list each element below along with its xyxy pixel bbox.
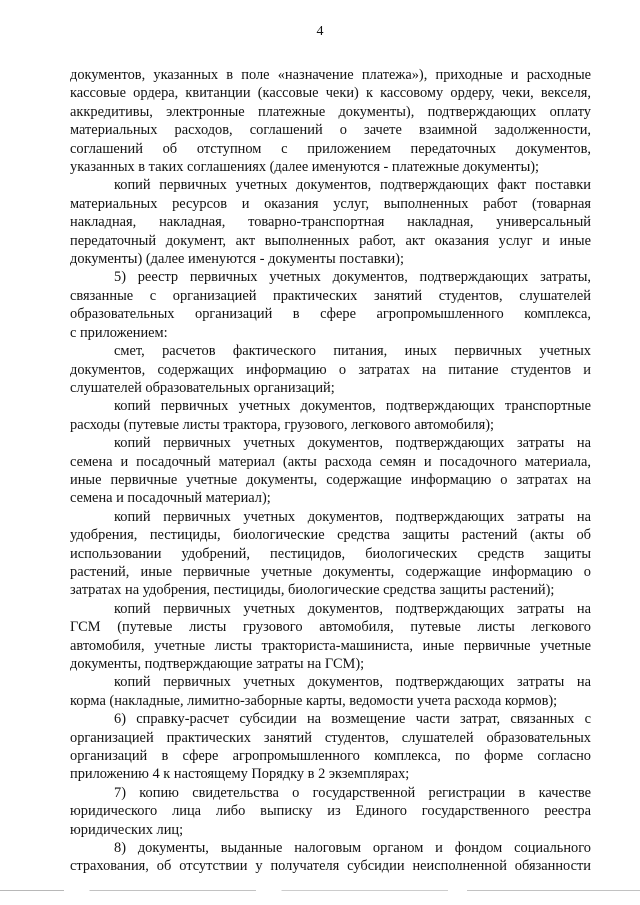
text-line: копий первичных учетных документов, подтверждающих затраты на [114, 508, 591, 525]
text-line: материальных ресурсов и оказания услуг, выполненных работ (товарная [70, 195, 591, 212]
text-line: ГСМ (путевые листы грузового автомобиля, путевые листы легкового [70, 619, 591, 636]
text-line: накладная, накладная, товарно-транспортная накладная, универсальный [70, 214, 591, 231]
text-line: приложению 4 к настоящему Порядку в 2 экземплярах; [70, 766, 410, 783]
text-line: документов, указанных в поле «назначение платежа»), приходные и расходные [70, 67, 591, 83]
text-line: использовании удобрений, пестицидов, биологических средств защиты [70, 545, 591, 562]
text-line: 6) справку-расчет субсидии на возмещение части затрат, связанных с [114, 711, 591, 728]
text-line: организаций в сфере агропромышленного комплекса, по форме согласно [70, 748, 591, 765]
text-line: передаточный документ, акт выполненных работ, акт оказания услуг и иные [70, 232, 591, 249]
text-line: образовательных организаций в сфере агропромышленного комплекса, [70, 306, 591, 323]
text-line: растений, иные первичные учетные документы, содержащие информацию о [70, 563, 591, 580]
text-line: документы, подтверждающие затраты на ГСМ); [70, 656, 365, 672]
text-line: юридического лица либо выписку из Единого государственного реестра [70, 803, 591, 820]
page-number: 4 [316, 24, 324, 39]
text-line: 5) реестр первичных учетных документов, подтверждающих затраты, [114, 269, 591, 286]
scan-bottom-edge [0, 890, 640, 891]
text-line: семена и посадочный материал); [70, 490, 271, 507]
text-line: копий первичных учетных документов, подтверждающих факт поставки [114, 177, 591, 194]
text-line: организацией практических занятий студентов, слушателей образовательных [70, 729, 591, 746]
text-line: аккредитивы, электронные платежные документы), подтверждающих оплату [70, 103, 591, 120]
text-line: расходы (путевые листы трактора, грузового, легкового автомобиля); [70, 416, 494, 433]
text-line: автомобиля, учетные листы тракториста-машиниста, иные первичные учетные [70, 637, 591, 654]
text-line: страхования, об отсутствии у получателя субсидии неисполненной обязанности [70, 858, 591, 875]
text-line: 8) документы, выданные налоговым органом и фондом социального [114, 840, 591, 857]
text-line: кассовые ордера, квитанции (кассовые чеки) к кассовому ордеру, чеки, векселя, [70, 85, 591, 102]
text-line: копий первичных учетных документов, подтверждающих затраты на [114, 435, 591, 452]
text-line: 7) копию свидетельства о государственной регистрации в качестве [114, 784, 591, 801]
text-line: копий первичных учетных документов, подтверждающих затраты на [114, 600, 591, 617]
text-line: материальных расходов, соглашений о зачете взаимной задолженности, [70, 122, 591, 139]
text-line: слушателей образовательных организаций; [70, 379, 335, 396]
text-line: связанные с организацией практических занятий студентов, слушателей [70, 287, 591, 304]
text-line: копий первичных учетных документов, подтверждающих затраты на [114, 674, 591, 691]
document-body [70, 66, 591, 876]
text-line: копий первичных учетных документов, подтверждающих транспортные [114, 398, 591, 415]
text-line: затратах на удобрения, пестициды, биологические средства защиты растений); [70, 582, 555, 599]
text-line: с приложением: [70, 324, 168, 341]
text-line: удобрения, пестициды, биологические средства защиты растений (акты об [70, 527, 591, 544]
text-line: документов, содержащих информацию о затратах на питание студентов и [70, 361, 591, 378]
text-line: семена и посадочный материал (акты расхода семян и посадочного материала, [70, 453, 591, 470]
text-line: указанных в таких соглашениях (далее именуются - платежные документы); [70, 159, 540, 176]
text-line: юридических лиц; [70, 821, 184, 838]
text-line: соглашений об отступном с приложением передаточных документов, [70, 140, 591, 157]
text-line: смет, расчетов фактического питания, иных первичных учетных [114, 343, 591, 360]
text-line: иные первичные учетные документы, содержащие информацию о затратах на [70, 471, 591, 488]
text-line: корма (накладные, лимитно-заборные карты, ведомости учета расхода кормов); [70, 692, 558, 709]
text-line: документы) (далее именуются - документы поставки); [70, 251, 404, 268]
